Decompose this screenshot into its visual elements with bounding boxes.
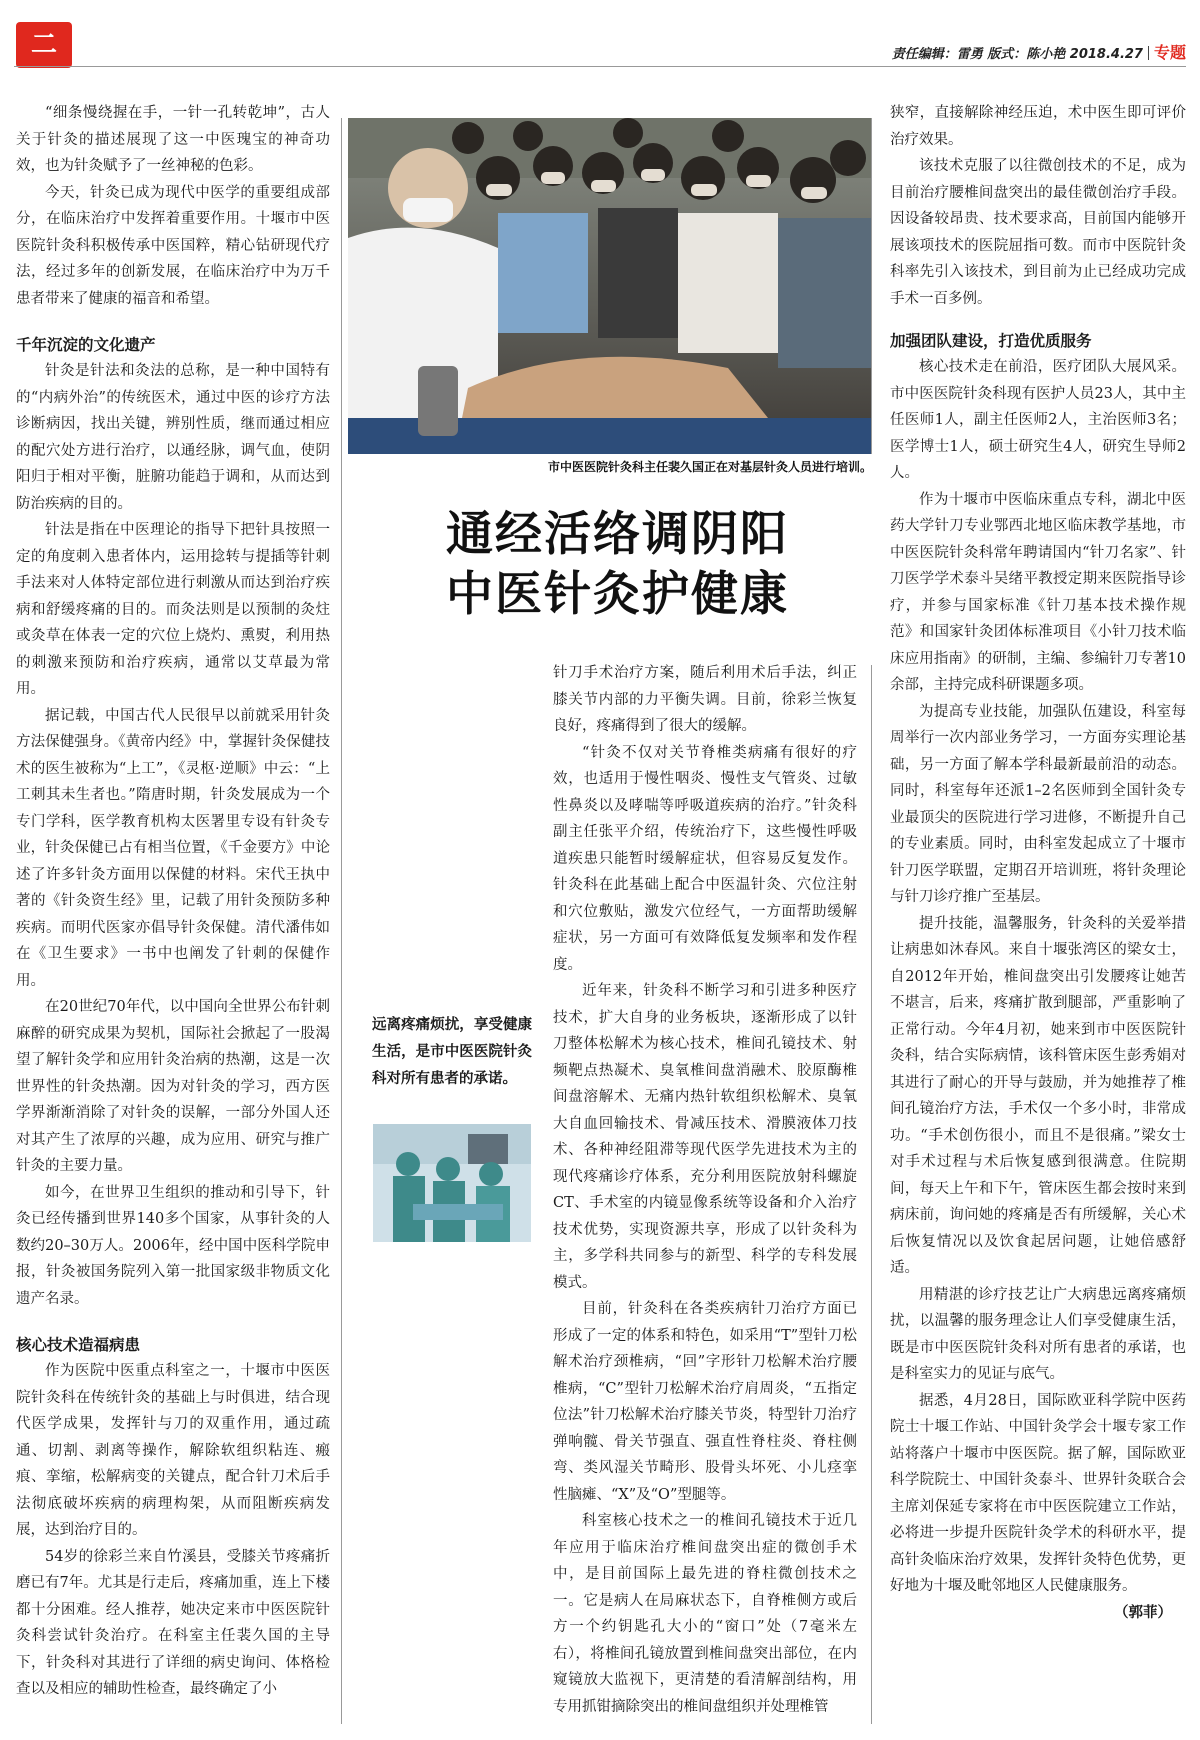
paragraph: “细条慢绕握在手，一针一孔转乾坤”，古人关于针灸的描述展现了这一中医瑰宝的神奇功效，也为针灸赋予了一丝神秘的色彩。	[16, 105, 330, 174]
paragraph: 据悉，4月28日，国际欧亚科学院中医药院士十堰工作站、中国针灸学会十堰专家工作站将落户十堰市中医医院。据了解，国际欧亚科学院院士、中国针灸泰斗、世界针灸联合会主席刘保延专家将在市中医医院建立工作站，必将进一步提升医院针灸学术的科研水平，提高针灸临床治疗效果，发挥针灸特色优势，更好地为十堰及毗邻地区人民健康服务。	[890, 1392, 1186, 1594]
surgery-photo-illustration	[373, 1124, 531, 1242]
paragraph: “针灸不仅对关节脊椎类病痛有很好的疗效，也适用于慢性咽炎、慢性支气管炎、过敏性鼻炎以及哮喘等呼吸道疾病的治疗。”针灸科副主任张平介绍，传统治疗下，这些慢性呼吸道疾患只能暂时缓解症状，但容易反复发作。针灸科在此基础上配合中医温针灸、穴位注射和穴位敷贴，激发穴位经气，一方面帮助缓解症状，另一方面可有效降低复发频率和发作程度。	[553, 744, 857, 973]
masthead-divider	[1148, 46, 1149, 60]
paragraph: 该技术克服了以往微创技术的不足，成为目前治疗腰椎间盘突出的最佳微创治疗手段。因设备较昂贵、技术要求高，目前国内能够开展该项技术的医院屈指可数。而市中医院针灸科率先引入该技术，到目前为止已经成功完成手术一百多例。	[890, 158, 1186, 307]
section-label: 专题	[1153, 43, 1186, 62]
photo-caption: 市中医医院针灸科主任裴久国正在对基层针灸人员进行培训。	[547, 460, 872, 474]
pull-quote: 远离疼痛烦扰，享受健康生活，是市中医医院针灸科对所有患者的承诺。	[372, 1016, 532, 1087]
paragraph: 作为医院中医重点科室之一，十堰市中医医院针灸科在传统针灸的基础上与时俱进，结合现代医学成果，发挥针与刀的双重作用，通过疏通、切割、剥离等操作，解除软组织粘连、瘢痕、挛缩，松解病变的关键点，配合针刀术后手法彻底破坏疾病的病理构架，从而阻断疾病发展，达到治疗目的。	[16, 1363, 330, 1538]
column-4	[890, 100, 1186, 1626]
training-photo-illustration	[348, 118, 872, 454]
column-divider	[341, 118, 342, 1724]
column-divider	[871, 118, 872, 454]
paragraph: 目前，针灸科在各类疾病针刀治疗方面已形成了一定的体系和特色，如采用“T”型针刀松解术治疗颈椎病，“回”字形针刀松解术治疗腰椎病，“C”型针刀松解术治疗肩周炎，“五指定位法”针刀松解术治疗膝关节炎，特型针刀治疗弹响髋、骨关节强直、强直性脊柱炎、脊柱侧弯、类风湿关节畸形、股骨头坏死、小儿痉挛性脑瘫、“X”及“O”型腿等。	[553, 1301, 857, 1503]
training-photo	[348, 118, 872, 454]
column-1	[16, 100, 330, 1703]
author-byline: （郭菲）	[1114, 1603, 1172, 1621]
column-3	[553, 660, 857, 1720]
paragraph: 针灸是针法和灸法的总称，是一种中国特有的“内病外治”的传统医术，通过中医的诊疗方法诊断病因，找出关键，辨别性质，继而通过相应的配穴处方进行治疗，以通经脉，调气血，使阴阳归于相对平衡，脏腑功能趋于调和，从而达到防治疾病的目的。	[16, 363, 330, 512]
page-number-badge: 二	[16, 22, 72, 68]
paragraph: 针法是指在中医理论的指导下把针具按照一定的角度刺入患者体内，运用捻转与提插等针刺手法来对人体特定部位进行刺激从而达到治疗疾病和舒缓疼痛的目的。而灸法则是以预制的灸炷或灸草在体表一定的穴位上烧灼、熏熨，利用热的刺激来预防和治疗疾病，通常以艾草最为常用。	[16, 522, 330, 697]
paragraph: 用精湛的诊疗技艺让广大病患远离疼痛烦扰，以温馨的服务理念让人们享受健康生活，既是市中医医院针灸科对所有患者的承诺，也是科室实力的见证与底气。	[890, 1286, 1186, 1382]
paragraph: 核心技术走在前沿，医疗团队大展风采。市中医医院针灸科现有医护人员23人，其中主任医师1人，副主任医师2人，主治医师3名；医学博士1人，硕士研究生4人，研究生导师2人。	[890, 359, 1186, 481]
paragraph: 狭窄，直接解除神经压迫，术中医生即可评价治疗效果。	[890, 105, 1186, 148]
header-rule	[14, 66, 1186, 67]
section-heading: 核心技术造福病患	[16, 1336, 141, 1354]
paragraph: 今天，针灸已成为现代中医学的重要组成部分，在临床治疗中发挥着重要作用。十堰市中医医院针灸科积极传承中医国粹，精心钻研现代疗法，经过多年的创新发展，在临床治疗中为万千患者带来了健康的福音和希望。	[16, 184, 330, 307]
issue-date: 2018.4.27	[1069, 47, 1143, 62]
paragraph: 据记载，中国古代人民很早以前就采用针灸方法保健强身。《黄帝内经》中，掌握针灸保健技术的医生被称为“上工”，《灵枢·逆顺》中云：“上工刺其未生者也。”隋唐时期，针灸发展成为一个专门学科，医学教育机构太医署里专设有针灸专业，针灸保健已占有相当位置，《千金要方》中论述了许多针灸方面用以保健的材料。宋代王执中著的《针灸资生经》里，记载了用针灸预防多种疾病。而明代医家亦倡导针灸保健。清代潘伟如在《卫生要求》一书中也阐发了针刺的保健作用。	[16, 707, 330, 989]
paragraph: 为提高专业技能，加强队伍建设，科室每周举行一次内部业务学习，一方面夯实理论基础，另一方面了解本学科最新最前沿的动态。同时，科室每年还派1–2名医师到全国针灸专业最顶尖的医院进行学习进修，不断提升自己的专业素质。同时，由科室发起成立了十堰市针刀医学联盟，定期召开培训班，将针灸理论与针刀诊疗推广至基层。	[890, 703, 1186, 905]
paragraph: 近年来，针灸科不断学习和引进多种医疗技术，扩大自身的业务板块，逐渐形成了以针刀整体松解术为核心技术，椎间孔镜技术、射频靶点热凝术、臭氧椎间盘消融术、胶原酶椎间盘溶解术、无痛内热针软组织松解术、臭氧大自血回输技术、骨减压技术、滑膜液体刀技术、各种神经阻滞等现代医学先进技术为主的现代疼痛诊疗体系，充分利用医院放射科螺旋CT、手术室的内镜显像系统等设备和介入治疗技术优势，实现资源共享，形成了以针灸科为主，多学科共同参与的新型、科学的专科发展模式。	[553, 983, 857, 1291]
surgery-photo	[373, 1124, 531, 1242]
paragraph: 在20世纪70年代，以中国向全世界公布针刺麻醉的研究成果为契机，国际社会掀起了一股渴望了解针灸学和应用针灸治病的热潮，这是一次世界性的针灸热潮。因为对针灸的学习，西方医学界渐渐消除了对针灸的误解，一部分外国人还对其产生了浓厚的兴趣，成为应用、研究与推广针灸的主要力量。	[16, 999, 330, 1174]
masthead	[892, 40, 1186, 63]
paragraph: 作为十堰市中医临床重点专科，湖北中医药大学针刀专业鄂西北地区临床教学基地，市中医医院针灸科常年聘请国内“针刀名家”、针刀医学学术泰斗吴绪平教授定期来医院指导诊疗，并参与国家标准《针刀基本技术操作规范》和国家针灸团体标准项目《小针刀技术临床应用指南》的研制，主编、参编针刀专著10余部，主持完成科研课题多项。	[890, 491, 1186, 693]
section-heading: 千年沉淀的文化遗产	[16, 336, 156, 354]
paragraph: 科室核心技术之一的椎间孔镜技术于近几年应用于临床治疗椎间盘突出症的微创手术中，是目前国际上最先进的脊柱微创技术之一。它是病人在局麻状态下，自脊椎侧方或后方一个约钥匙孔大小的“窗口”处（7毫米左右），将椎间孔镜放置到椎间盘突出部位，在内窥镜放大监视下，更清楚的看清解剖结构，用专用抓钳摘除突出的椎间盘组织并处理椎管	[553, 1513, 857, 1715]
headline	[446, 505, 789, 625]
paragraph: 提升技能，温馨服务，针灸科的关爱举措让病患如沐春风。来自十堰张湾区的梁女士，自2012年开始，椎间盘突出引发腰疼让她苦不堪言，后来，疼痛扩散到腿部，严重影响了正常行动。今年4月初，她来到市中医医院针灸科，结合实际病情，该科管床医生彭秀娟对其进行了耐心的开导与鼓励，并为她推荐了椎间孔镜治疗方法，手术仅一个多小时，非常成功。“手术创伤很小，而且不是很痛。”梁女士对手术过程与术后恢复感到很满意。住院期间，每天上午和下午，管床医生都会按时来到病床前，询问她的疼痛是否有所缓解，关心术后恢复情况以及饮食起居问题，让她倍感舒适。	[890, 915, 1186, 1276]
paragraph: 54岁的徐彩兰来自竹溪县，受膝关节疼痛折磨已有7年。尤其是行走后，疼痛加重，连上下楼都十分困难。经人推荐，她决定来市中医医院针灸科尝试针灸治疗。在科室主任裴久国的主导下，针灸科对其进行了详细的病史询问、体格检查以及相应的辅助性检查，最终确定了小	[16, 1548, 330, 1697]
section-heading: 加强团队建设，打造优质服务	[890, 332, 1092, 350]
paragraph: 如今，在世界卫生组织的推动和引导下，针灸已经传播到世界140多个国家，从事针灸的人数约20–30万人。2006年，经中国中医科学院申报，针灸被国务院列入第一批国家级非物质文化遗产名录。	[16, 1184, 330, 1307]
headline-line-2: 中医针灸护健康	[446, 567, 789, 622]
headline-line-1: 通经活络调阴阳	[446, 507, 789, 562]
paragraph: 针刀手术治疗方案，随后利用术后手法，纠正膝关节内部的力平衡失调。目前，徐彩兰恢复良好，疼痛得到了很大的缓解。	[553, 665, 857, 734]
column-divider	[871, 665, 872, 1724]
editors-credit: 责任编辑：雷勇 版式：陈小艳	[891, 47, 1066, 62]
